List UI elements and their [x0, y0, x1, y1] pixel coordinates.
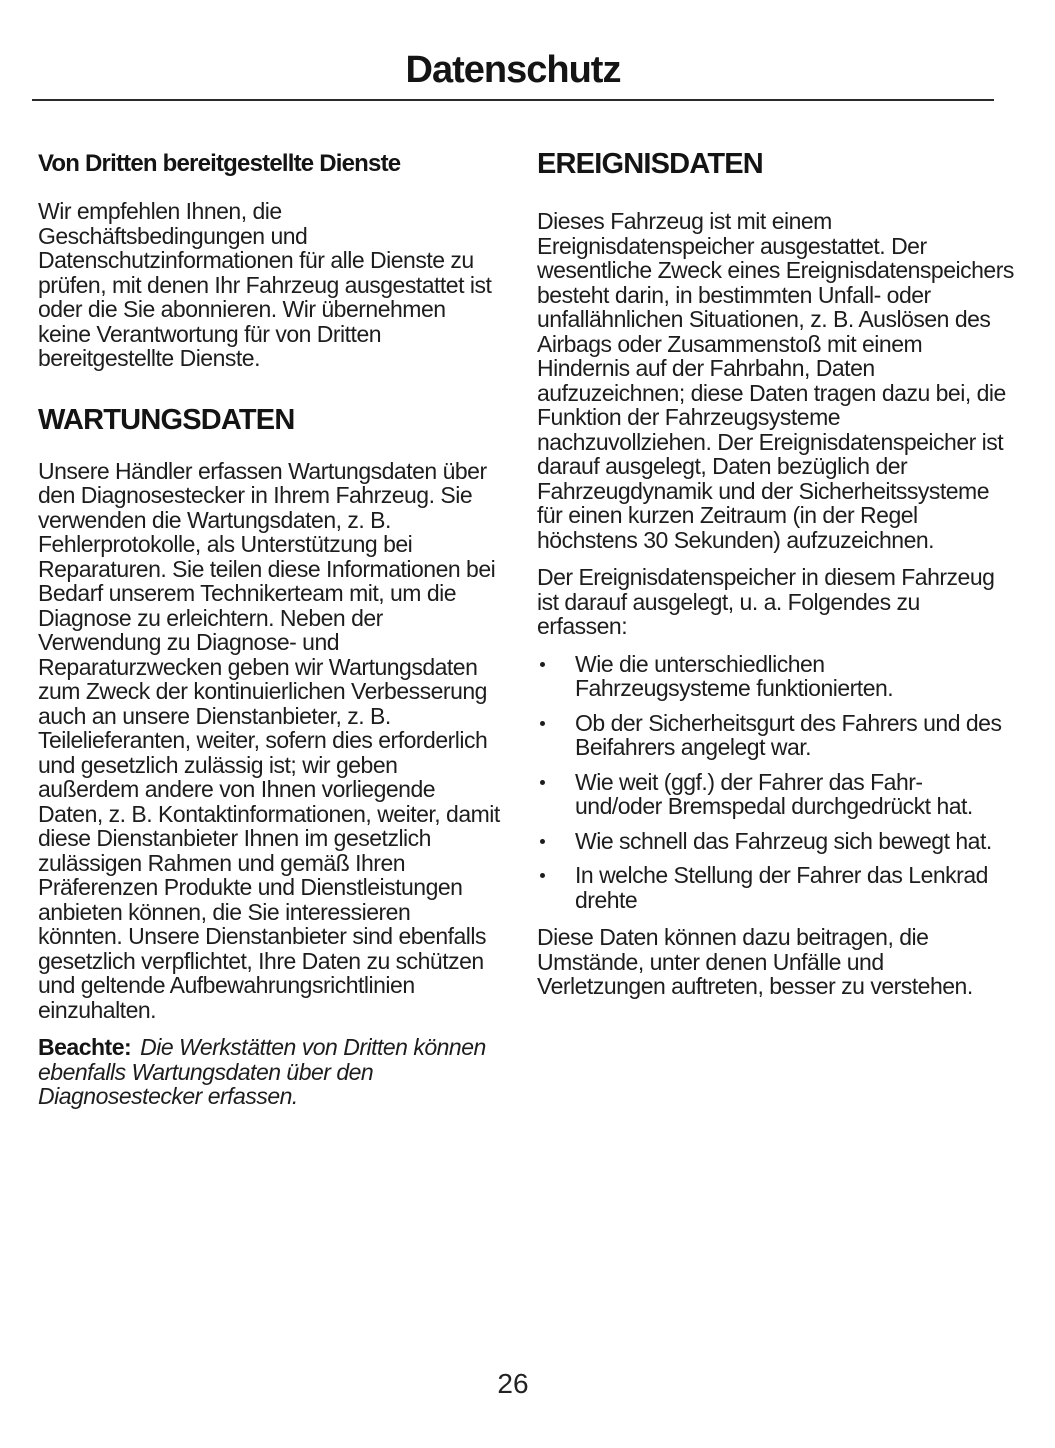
right-column [537, 149, 1015, 1109]
note-text: Die Werkstätten von Dritten können ebenfalls Wartungsdaten über den Diagnosestecker erfassen. [38, 1034, 486, 1109]
section-heading-maintenance-data: WARTUNGSDATEN [38, 403, 295, 436]
list-item [537, 711, 1003, 760]
paragraph-third-party-services: Wir empfehlen Ihnen, die Geschäftsbedingungen und Datenschutzinformationen für alle Dienste zu prüfen, mit denen Ihr Fahrzeug ausgestattet ist oder die Sie abonnieren. Wir übernehmen keine Verantwortung für von Dritten bereitgestellte Dienste. [38, 198, 492, 371]
bullet-icon [540, 780, 545, 785]
list-item [537, 829, 1003, 854]
list-item-text: Wie die unterschiedlichen Fahrzeugsysteme funktionierten. [575, 650, 894, 701]
list-item-text: In welche Stellung der Fahrer das Lenkrad drehte [575, 862, 988, 913]
left-column [38, 149, 500, 1109]
page-number: 26 [497, 1368, 529, 1399]
bullet-icon [540, 839, 545, 844]
bullet-icon [540, 662, 545, 667]
title-divider [32, 99, 994, 101]
section-heading-third-party-services: Von Dritten bereitgestellte Dienste [38, 150, 401, 177]
edr-capture-list [537, 652, 1015, 913]
page-title: Datenschutz [405, 49, 621, 91]
two-column-layout [32, 148, 1014, 1109]
print-area [32, 0, 1014, 1109]
paragraph-event-data-captures: Der Ereignisdatenspeicher in diesem Fahrzeug ist darauf ausgelegt, u. a. Folgendes zu erfassen: [537, 564, 995, 639]
list-item [537, 652, 1003, 701]
section-heading-event-data: EREIGNISDATEN [537, 148, 763, 180]
note-label: Beachte: [38, 1034, 132, 1060]
list-item-text: Wie schnell das Fahrzeug sich bewegt hat. [575, 827, 992, 854]
paragraph-event-data-intro: Dieses Fahrzeug ist mit einem Ereignisdatenspeicher ausgestattet. Der wesentliche Zweck eines Ereignisdatenspeichers besteht darin, in bestimmten Unfall- oder unfallähnlichen Situationen, z. B. Auslösen des Airbags oder Zusammenstoß mit einem Hindernis auf der Fahrbahn, Daten aufzuzeichnen; diese Daten tragen dazu bei, die Funktion der Fahrzeugsysteme nachzuvollziehen. Der Ereignisdatenspeicher ist darauf ausgelegt, Daten bezüglich der Fahrzeugdynamik und der Sicherheitssysteme für einen kurzen Zeitraum (in der Regel höchstens 30 Sekunden) aufzuzeichnen. [537, 208, 1014, 553]
list-item-text: Wie weit (ggf.) der Fahrer das Fahr- und/oder Bremspedal durchgedrückt hat. [575, 768, 973, 819]
note-paragraph [38, 1035, 500, 1109]
list-item [537, 863, 1003, 912]
bullet-icon [540, 721, 545, 726]
bullet-icon [540, 873, 545, 878]
paragraph-maintenance-data: Unsere Händler erfassen Wartungsdaten über den Diagnosestecker in Ihrem Fahrzeug. Sie verwenden die Wartungsdaten, z. B. Fehlerprotokolle, als Unterstützung bei Reparaturen. Sie teilen diese Informationen bei Bedarf unserem Technikerteam mit, um die Diagnose zu erleichtern. Neben der Verwendung zu Diagnose- und Reparaturzwecken geben wir Wartungsdaten zum Zweck der kontinuierlichen Verbesserung auch an unsere Dienstanbieter, z. B. Teilelieferanten, weiter, sofern dies erforderlich und gesetzlich zulässig ist; wir geben außerdem andere von Ihnen vorliegende Daten, z. B. Kontaktinformationen, weiter, damit diese Dienstanbieter Ihnen im gesetzlich zulässigen Rahmen und gemäß Ihren Präferenzen Produkte und Dienstleistungen anbieten können, die Sie interessieren könnten. Unsere Dienstanbieter sind ebenfalls gesetzlich verpflichtet, Ihre Daten zu schützen und geltende Aufbewahrungsrichtlinien einzuhalten. [38, 457, 500, 1023]
paragraph-event-data-purpose: Diese Daten können dazu beitragen, die Umstände, unter denen Unfälle und Verletzungen auftreten, besser zu verstehen. [537, 924, 973, 999]
list-item-text: Ob der Sicherheitsgurt des Fahrers und des Beifahrers angelegt war. [575, 709, 1002, 760]
list-item [537, 770, 1003, 819]
